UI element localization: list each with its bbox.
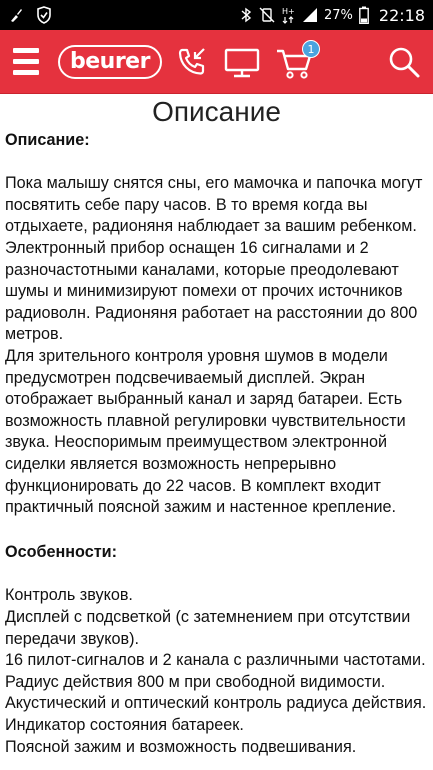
mobile-data-icon — [282, 6, 296, 24]
feature-item: Индикатор состояния батареек. — [5, 716, 244, 735]
description-paragraph: Для зрительного контроля уровня шумов в модели предусмотрен подсвечиваемый дисплей. Экран отображает выбранный канал и заряд батареи. Есть возможность плавной регулировки чувствительности звука. Неоспоримым преимуществом электронной сиделки является возможность непрерывно функционировать до 22 часов. В комплект входит практичный поясной зажим и настенное крепление. — [5, 346, 406, 517]
page-title: Описание — [152, 96, 281, 127]
search-icon[interactable] — [382, 40, 426, 84]
shield-check-icon — [36, 6, 52, 24]
clock: 22:18 — [378, 5, 425, 25]
battery-icon — [359, 6, 369, 24]
bluetooth-icon — [240, 7, 252, 23]
feature-item: Акустический и оптический контроль радиуса действия. — [5, 694, 427, 713]
product-description — [0, 94, 433, 770]
battery-percent: 27% — [323, 7, 353, 23]
status-bar — [0, 0, 433, 30]
broom-cleaner-icon — [8, 7, 24, 23]
feature-item: 16 пилот-сигналов и 2 канала с различными частотами. — [5, 651, 426, 670]
feature-item: Контроль звуков. — [5, 586, 133, 605]
svg-text:H+: H+ — [281, 7, 295, 16]
monitor-icon[interactable] — [220, 40, 264, 84]
description-heading: Описание: — [5, 131, 90, 149]
brand-logo[interactable]: beurer — [58, 45, 162, 79]
feature-item: Дисплей с подсветкой (с затемнением при отсутствии передачи звуков). — [5, 608, 411, 648]
phone-callback-icon[interactable] — [170, 40, 214, 84]
feature-item: Радиус действия 800 м при свободной видимости. — [5, 672, 386, 691]
features-heading: Особенности: — [5, 543, 117, 562]
hamburger-menu-icon[interactable] — [4, 40, 48, 84]
feature-item: Поясной зажим и возможность подвешивания. — [5, 737, 357, 756]
cart-count-badge: 1 — [302, 40, 320, 58]
app-header — [0, 30, 433, 94]
vibrate-mute-icon — [258, 7, 276, 23]
cart-icon[interactable] — [270, 40, 318, 84]
signal-strength-icon — [302, 7, 318, 23]
description-paragraph: Пока малышу снятся сны, его мамочка и папочка могут посвятить себе пару часов. В то время когда вы отдыхаете, радионяня наблюдает за вашим ребенком. Электронный прибор оснащен 16 сигналами и 2 разночастотными каналами, которые преодолевают шумы и минимизируют помехи от прочих источников радиоволн. Радионяня работает на расстоянии до 800 метров. — [5, 174, 423, 344]
